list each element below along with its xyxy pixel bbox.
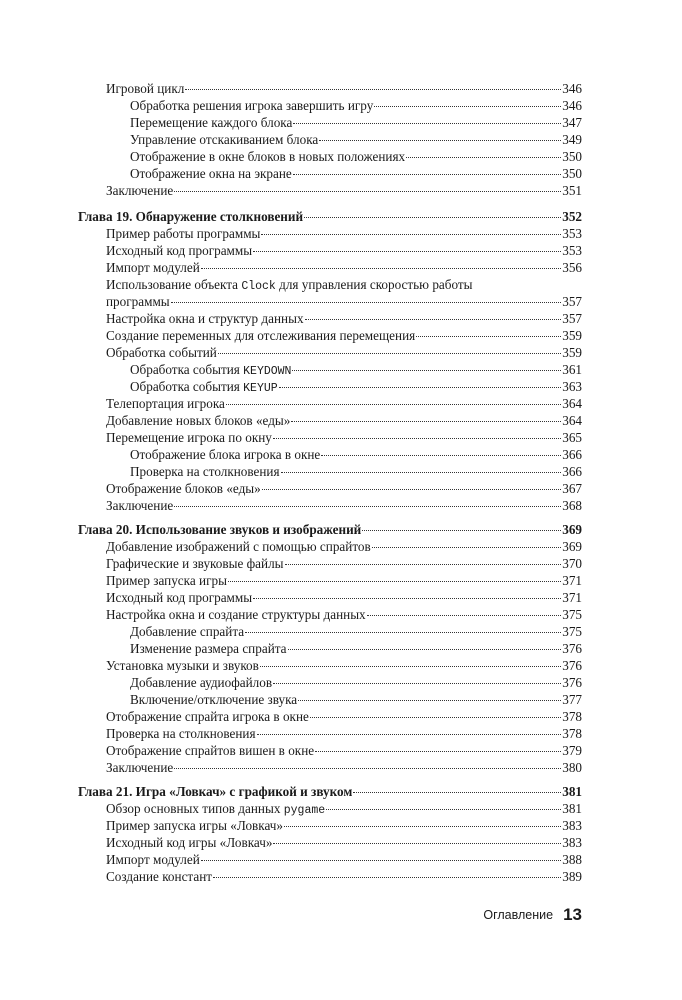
toc-entry: Добавление изображений с помощью спрайтов 369: [106, 539, 582, 554]
toc-entry: Обработка решения игрока завершить игру 346: [130, 98, 582, 113]
toc-entry: Установка музыки и звуков 376: [106, 658, 582, 673]
toc-entry: Настройка окна и создание структуры данных 375: [106, 607, 582, 622]
toc-entry: Импорт модулей 388: [106, 852, 582, 867]
toc-entry: Графические и звуковые файлы 370: [106, 556, 582, 571]
toc-entry: Отображение окна на экране 350: [130, 166, 582, 181]
toc-entry: Заключение 351: [106, 183, 582, 198]
toc-entry: Отображение спрайта игрока в окне 378: [106, 709, 582, 724]
toc-entry: Телепортация игрока 364: [106, 396, 582, 411]
toc-entry: Перемещение игрока по окну 365: [106, 430, 582, 445]
toc-entry: Пример запуска игры 371: [106, 573, 582, 588]
toc-entry: программы 357: [106, 294, 582, 309]
page-number: 13: [563, 905, 582, 924]
toc-entry: Отображение спрайтов вишен в окне 379: [106, 743, 582, 758]
toc-entry: Настройка окна и структур данных 357: [106, 311, 582, 326]
toc-entry: Импорт модулей 356: [106, 260, 582, 275]
toc-chapter-heading: Глава 21. Игра «Ловкач» с графикой и звуком 381: [78, 784, 582, 799]
toc-entry: Исходный код игры «Ловкач» 383: [106, 835, 582, 850]
toc-entry: Обзор основных типов данных pygame 381: [106, 801, 582, 817]
toc-entry: Обработка события KEYDOWN 361: [130, 362, 582, 378]
toc-entry: Создание переменных для отслеживания перемещения 359: [106, 328, 582, 343]
toc-entry: Управление отскакиванием блока 349: [130, 132, 582, 147]
toc-entry: Проверка на столкновения 366: [130, 464, 582, 479]
toc-entry: Пример запуска игры «Ловкач» 383: [106, 818, 582, 833]
toc-entry: Отображение блока игрока в окне 366: [130, 447, 582, 462]
page-footer: [480, 905, 582, 925]
toc-entry: Исходный код программы 353: [106, 243, 582, 258]
toc-entry: Создание констант 389: [106, 869, 582, 884]
toc-chapter-heading: Глава 20. Использование звуков и изображений 369: [78, 522, 582, 537]
toc-entry: Перемещение каждого блока 347: [130, 115, 582, 130]
toc-entry: Обработка событий 359: [106, 345, 582, 360]
toc-entry: Отображение блоков «еды» 367: [106, 481, 582, 496]
toc-entry: Пример работы программы 353: [106, 226, 582, 241]
toc-entry: Добавление аудиофайлов 376: [130, 675, 582, 690]
toc-entry: Проверка на столкновения 378: [106, 726, 582, 741]
toc-entry: Изменение размера спрайта 376: [130, 641, 582, 656]
toc-entry: Включение/отключение звука 377: [130, 692, 582, 707]
toc-entry: Игровой цикл 346: [106, 81, 582, 96]
toc-entry: Отображение в окне блоков в новых положениях 350: [130, 149, 582, 164]
toc-entry: Исходный код программы 371: [106, 590, 582, 605]
toc-entry: Добавление спрайта 375: [130, 624, 582, 639]
toc-entry: Заключение 368: [106, 498, 582, 513]
toc-chapter-heading: Глава 19. Обнаружение столкновений 352: [78, 209, 582, 224]
toc-entry-line1: Использование объекта Clock для управления скоростью работы: [106, 277, 473, 293]
running-header: Оглавление: [483, 908, 554, 922]
toc-entry: Заключение 380: [106, 760, 582, 775]
toc-entry: Добавление новых блоков «еды» 364: [106, 413, 582, 428]
toc-entry: Обработка события KEYUP 363: [130, 379, 582, 395]
